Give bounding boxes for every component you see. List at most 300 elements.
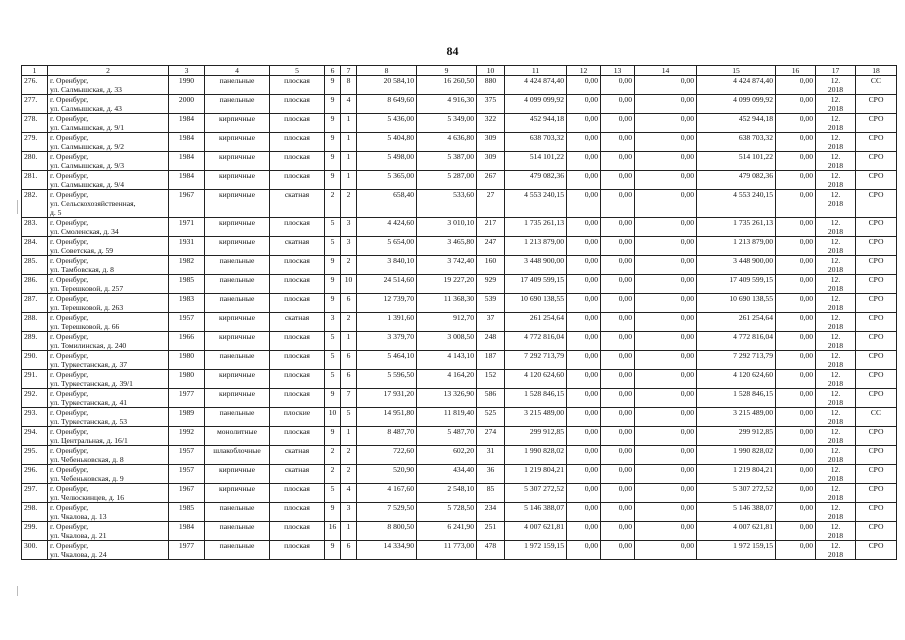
total-area-cell: 658,40: [357, 190, 417, 218]
other-fund-cell: 0,00: [776, 370, 816, 389]
deadline-year: 2018: [827, 398, 844, 407]
floors-cell: 5: [325, 351, 341, 370]
owners-fund-cell: 452 944,18: [697, 114, 776, 133]
total-cost-cell: 4 424 874,40: [505, 76, 567, 95]
other-fund-cell: 0,00: [776, 152, 816, 171]
address-city: г. Оренбург,: [50, 465, 89, 474]
build-year-cell: 1984: [169, 522, 205, 541]
deadline-cell: [816, 332, 856, 351]
roof-type-cell: плоская: [270, 294, 325, 313]
living-area-cell: 4 143,10: [417, 351, 477, 370]
build-year-cell: 1967: [169, 484, 205, 503]
fund-cell: 0,00: [635, 237, 697, 256]
living-area-cell: 19 227,20: [417, 275, 477, 294]
floors-cell: 3: [325, 313, 341, 332]
fund-cell: 0,00: [635, 133, 697, 152]
fund-cell: 0,00: [601, 484, 635, 503]
total-area-cell: 5 365,00: [357, 171, 417, 190]
residents-cell: 478: [477, 541, 505, 560]
fund-cell: 0,00: [567, 332, 601, 351]
fund-cell: 0,00: [567, 95, 601, 114]
fund-cell: 0,00: [601, 256, 635, 275]
table-row: [22, 484, 897, 503]
fund-method-cell: СРО: [856, 484, 897, 503]
deadline-year: 2018: [827, 265, 844, 274]
total-cost-cell: 1 972 159,15: [505, 541, 567, 560]
build-year-cell: 1966: [169, 332, 205, 351]
address-city: г. Оренбург,: [50, 190, 89, 199]
floors-cell: 10: [325, 408, 341, 427]
fund-cell: 0,00: [601, 465, 635, 484]
address-city: г. Оренбург,: [50, 237, 89, 246]
owners-fund-cell: 4 099 099,92: [697, 95, 776, 114]
deadline-cell: [816, 256, 856, 275]
row-number-cell: 279.: [22, 133, 48, 152]
build-year-cell: 1977: [169, 389, 205, 408]
deadline-month: 12.: [830, 313, 841, 322]
fund-cell: 0,00: [635, 256, 697, 275]
table-row: [22, 408, 897, 427]
wall-material-cell: кирпичные: [205, 370, 270, 389]
address-house: д. 5: [50, 208, 62, 217]
total-area-cell: 7 529,50: [357, 503, 417, 522]
address-street: ул. Салмышская, д. 9/4: [50, 180, 125, 189]
build-year-cell: 1984: [169, 171, 205, 190]
column-header-8: 8: [357, 66, 417, 76]
deadline-cell: [816, 370, 856, 389]
floors-cell: 5: [325, 370, 341, 389]
fund-method-cell: СРО: [856, 95, 897, 114]
entrances-cell: 6: [341, 294, 357, 313]
total-cost-cell: 514 101,22: [505, 152, 567, 171]
fund-cell: 0,00: [601, 76, 635, 95]
fund-method-cell: СРО: [856, 465, 897, 484]
owners-fund-cell: 638 703,32: [697, 133, 776, 152]
deadline-month: 12.: [830, 95, 841, 104]
address-city: г. Оренбург,: [50, 294, 89, 303]
other-fund-cell: 0,00: [776, 503, 816, 522]
fund-cell: 0,00: [567, 256, 601, 275]
residents-cell: 234: [477, 503, 505, 522]
deadline-month: 12.: [830, 237, 841, 246]
column-header-16: 16: [776, 66, 816, 76]
wall-material-cell: кирпичные: [205, 114, 270, 133]
fund-cell: 0,00: [567, 503, 601, 522]
total-area-cell: 1 391,60: [357, 313, 417, 332]
fund-cell: 0,00: [601, 275, 635, 294]
table-row: [22, 237, 897, 256]
row-number-cell: 284.: [22, 237, 48, 256]
entrances-cell: 1: [341, 171, 357, 190]
total-area-cell: 5 498,00: [357, 152, 417, 171]
living-area-cell: 16 260,50: [417, 76, 477, 95]
owners-fund-cell: 4 120 624,60: [697, 370, 776, 389]
fund-cell: 0,00: [601, 95, 635, 114]
deadline-month: 12.: [830, 294, 841, 303]
fund-cell: 0,00: [601, 408, 635, 427]
address-cell: [48, 237, 169, 256]
deadline-cell: [816, 190, 856, 218]
floors-cell: 5: [325, 332, 341, 351]
total-cost-cell: 5 307 272,52: [505, 484, 567, 503]
owners-fund-cell: 4 424 874,40: [697, 76, 776, 95]
deadline-month: 12.: [830, 133, 841, 142]
floors-cell: 9: [325, 427, 341, 446]
total-cost-cell: 1 528 846,15: [505, 389, 567, 408]
fund-cell: 0,00: [567, 190, 601, 218]
owners-fund-cell: 3 448 900,00: [697, 256, 776, 275]
entrances-cell: 1: [341, 522, 357, 541]
residents-cell: 247: [477, 237, 505, 256]
fund-cell: 0,00: [601, 351, 635, 370]
fund-cell: 0,00: [601, 541, 635, 560]
owners-fund-cell: 1 735 261,13: [697, 218, 776, 237]
table-row: [22, 275, 897, 294]
residents-cell: 274: [477, 427, 505, 446]
total-area-cell: 3 840,10: [357, 256, 417, 275]
address-street: ул. Салмышская, д. 9/1: [50, 123, 125, 132]
address-cell: [48, 370, 169, 389]
owners-fund-cell: 261 254,64: [697, 313, 776, 332]
total-cost-cell: 10 690 138,55: [505, 294, 567, 313]
fund-cell: 0,00: [567, 294, 601, 313]
total-area-cell: 722,60: [357, 446, 417, 465]
table-row: [22, 152, 897, 171]
table-row: [22, 427, 897, 446]
total-cost-cell: 1 735 261,13: [505, 218, 567, 237]
fund-cell: 0,00: [601, 503, 635, 522]
entrances-cell: 4: [341, 484, 357, 503]
address-cell: [48, 275, 169, 294]
deadline-cell: [816, 237, 856, 256]
roof-type-cell: скатная: [270, 237, 325, 256]
roof-type-cell: скатная: [270, 465, 325, 484]
fund-cell: 0,00: [567, 541, 601, 560]
fund-cell: 0,00: [635, 446, 697, 465]
other-fund-cell: 0,00: [776, 256, 816, 275]
address-city: г. Оренбург,: [50, 503, 89, 512]
address-street: ул. Салмышская, д. 9/2: [50, 142, 125, 151]
column-header-2: 2: [48, 66, 169, 76]
address-cell: [48, 152, 169, 171]
deadline-cell: [816, 76, 856, 95]
wall-material-cell: панельные: [205, 408, 270, 427]
fund-cell: 0,00: [567, 171, 601, 190]
build-year-cell: 1990: [169, 76, 205, 95]
owners-fund-cell: 4 007 621,81: [697, 522, 776, 541]
total-area-cell: 5 654,00: [357, 237, 417, 256]
other-fund-cell: 0,00: [776, 484, 816, 503]
fund-cell: 0,00: [601, 190, 635, 218]
address-cell: [48, 256, 169, 275]
total-cost-cell: 479 082,36: [505, 171, 567, 190]
total-area-cell: 24 514,60: [357, 275, 417, 294]
address-cell: [48, 465, 169, 484]
build-year-cell: 1967: [169, 190, 205, 218]
deadline-year: 2018: [827, 455, 844, 464]
build-year-cell: 1980: [169, 370, 205, 389]
wall-material-cell: кирпичные: [205, 332, 270, 351]
deadline-year: 2018: [827, 379, 844, 388]
table-row: [22, 313, 897, 332]
address-cell: [48, 427, 169, 446]
other-fund-cell: 0,00: [776, 133, 816, 152]
row-number-cell: 290.: [22, 351, 48, 370]
fund-method-cell: СРО: [856, 275, 897, 294]
residents-cell: 929: [477, 275, 505, 294]
fund-method-cell: СРО: [856, 152, 897, 171]
row-number-cell: 288.: [22, 313, 48, 332]
fund-cell: 0,00: [601, 152, 635, 171]
living-area-cell: 3 008,50: [417, 332, 477, 351]
deadline-year: 2018: [827, 531, 844, 540]
wall-material-cell: панельные: [205, 256, 270, 275]
deadline-month: 12.: [830, 332, 841, 341]
table-row: [22, 218, 897, 237]
total-cost-cell: 299 912,85: [505, 427, 567, 446]
total-area-cell: 5 464,10: [357, 351, 417, 370]
fund-cell: 0,00: [635, 408, 697, 427]
living-area-cell: 5 349,00: [417, 114, 477, 133]
build-year-cell: 1984: [169, 114, 205, 133]
fund-cell: 0,00: [635, 152, 697, 171]
wall-material-cell: панельные: [205, 294, 270, 313]
fund-cell: 0,00: [635, 503, 697, 522]
deadline-year: 2018: [827, 436, 844, 445]
deadline-year: 2018: [827, 493, 844, 502]
row-number-cell: 298.: [22, 503, 48, 522]
residents-cell: 27: [477, 190, 505, 218]
address-city: г. Оренбург,: [50, 332, 89, 341]
total-cost-cell: 3 215 489,00: [505, 408, 567, 427]
row-number-cell: 299.: [22, 522, 48, 541]
total-area-cell: 17 931,20: [357, 389, 417, 408]
entrances-cell: 3: [341, 237, 357, 256]
total-area-cell: 4 167,60: [357, 484, 417, 503]
floors-cell: 2: [325, 190, 341, 218]
fund-method-cell: СРО: [856, 351, 897, 370]
row-number-cell: 280.: [22, 152, 48, 171]
owners-fund-cell: 7 292 713,79: [697, 351, 776, 370]
total-cost-cell: 638 703,32: [505, 133, 567, 152]
deadline-month: 12.: [830, 427, 841, 436]
fund-cell: 0,00: [567, 133, 601, 152]
fund-cell: 0,00: [635, 370, 697, 389]
address-street: ул. Терешковой, д. 257: [50, 284, 124, 293]
address-street: ул. Тамбовская, д. 8: [50, 265, 114, 274]
column-number-row: [22, 66, 897, 76]
fund-cell: 0,00: [601, 332, 635, 351]
address-cell: [48, 133, 169, 152]
residents-cell: 36: [477, 465, 505, 484]
fund-method-cell: СРО: [856, 171, 897, 190]
address-cell: [48, 503, 169, 522]
row-number-cell: 282.: [22, 190, 48, 218]
roof-type-cell: плоская: [270, 256, 325, 275]
fund-method-cell: СРО: [856, 294, 897, 313]
entrances-cell: 2: [341, 190, 357, 218]
wall-material-cell: кирпичные: [205, 190, 270, 218]
roof-type-cell: плоская: [270, 95, 325, 114]
owners-fund-cell: 1 213 879,00: [697, 237, 776, 256]
row-number-cell: 277.: [22, 95, 48, 114]
entrances-cell: 1: [341, 427, 357, 446]
address-city: г. Оренбург,: [50, 427, 89, 436]
fund-method-cell: СРО: [856, 218, 897, 237]
build-year-cell: 1983: [169, 294, 205, 313]
table-row: [22, 465, 897, 484]
living-area-cell: 4 916,30: [417, 95, 477, 114]
deadline-month: 12.: [830, 275, 841, 284]
fund-cell: 0,00: [601, 370, 635, 389]
entrances-cell: 2: [341, 313, 357, 332]
residents-cell: 160: [477, 256, 505, 275]
deadline-cell: [816, 484, 856, 503]
row-number-cell: 296.: [22, 465, 48, 484]
living-area-cell: 6 241,90: [417, 522, 477, 541]
deadline-month: 12.: [830, 484, 841, 493]
owners-fund-cell: 4 772 816,04: [697, 332, 776, 351]
entrances-cell: 6: [341, 351, 357, 370]
deadline-year: 2018: [827, 474, 844, 483]
address-cell: [48, 95, 169, 114]
fund-cell: 0,00: [635, 465, 697, 484]
living-area-cell: 5 387,00: [417, 152, 477, 171]
fund-cell: 0,00: [567, 484, 601, 503]
deadline-cell: [816, 275, 856, 294]
column-header-14: 14: [635, 66, 697, 76]
row-number-cell: 292.: [22, 389, 48, 408]
fund-method-cell: СС: [856, 76, 897, 95]
owners-fund-cell: 5 307 272,52: [697, 484, 776, 503]
scan-margin-mark: [17, 200, 18, 214]
total-area-cell: 520,90: [357, 465, 417, 484]
table-row: [22, 351, 897, 370]
entrances-cell: 7: [341, 389, 357, 408]
address-city: г. Оренбург,: [50, 408, 89, 417]
row-number-cell: 295.: [22, 446, 48, 465]
column-header-11: 11: [505, 66, 567, 76]
total-area-cell: 14 951,80: [357, 408, 417, 427]
table-row: [22, 294, 897, 313]
total-cost-cell: 1 213 879,00: [505, 237, 567, 256]
owners-fund-cell: 479 082,36: [697, 171, 776, 190]
deadline-year: 2018: [827, 161, 844, 170]
deadline-month: 12.: [830, 190, 841, 199]
floors-cell: 9: [325, 152, 341, 171]
column-header-15: 15: [697, 66, 776, 76]
wall-material-cell: панельные: [205, 76, 270, 95]
roof-type-cell: скатная: [270, 446, 325, 465]
address-city: г. Оренбург,: [50, 171, 89, 180]
build-year-cell: 1989: [169, 408, 205, 427]
address-street: ул. Чкалова, д. 24: [50, 550, 107, 559]
housing-register-table: [21, 65, 897, 560]
address-cell: [48, 171, 169, 190]
row-number-cell: 287.: [22, 294, 48, 313]
address-street: ул. Томилинская, д. 240: [50, 341, 127, 350]
row-number-cell: 293.: [22, 408, 48, 427]
deadline-year: 2018: [827, 85, 844, 94]
floors-cell: 2: [325, 446, 341, 465]
entrances-cell: 1: [341, 114, 357, 133]
residents-cell: 31: [477, 446, 505, 465]
deadline-year: 2018: [827, 123, 844, 132]
other-fund-cell: 0,00: [776, 76, 816, 95]
fund-cell: 0,00: [635, 427, 697, 446]
fund-cell: 0,00: [567, 76, 601, 95]
residents-cell: 37: [477, 313, 505, 332]
deadline-cell: [816, 408, 856, 427]
fund-cell: 0,00: [635, 171, 697, 190]
deadline-year: 2018: [827, 341, 844, 350]
owners-fund-cell: 1 990 828,02: [697, 446, 776, 465]
address-city: г. Оренбург,: [50, 313, 89, 322]
roof-type-cell: плоская: [270, 171, 325, 190]
column-header-13: 13: [601, 66, 635, 76]
build-year-cell: 2000: [169, 95, 205, 114]
address-cell: [48, 541, 169, 560]
build-year-cell: 1992: [169, 427, 205, 446]
deadline-year: 2018: [827, 246, 844, 255]
other-fund-cell: 0,00: [776, 522, 816, 541]
column-header-10: 10: [477, 66, 505, 76]
other-fund-cell: 0,00: [776, 446, 816, 465]
floors-cell: 9: [325, 114, 341, 133]
fund-cell: 0,00: [601, 313, 635, 332]
build-year-cell: 1931: [169, 237, 205, 256]
fund-cell: 0,00: [635, 522, 697, 541]
residents-cell: 375: [477, 95, 505, 114]
total-cost-cell: 7 292 713,79: [505, 351, 567, 370]
table-row: [22, 541, 897, 560]
fund-cell: 0,00: [567, 446, 601, 465]
address-street: ул. Салмышская, д. 9/3: [50, 161, 125, 170]
total-cost-cell: 1 990 828,02: [505, 446, 567, 465]
deadline-cell: [816, 465, 856, 484]
other-fund-cell: 0,00: [776, 114, 816, 133]
build-year-cell: 1957: [169, 313, 205, 332]
total-cost-cell: 3 448 900,00: [505, 256, 567, 275]
fund-method-cell: СРО: [856, 446, 897, 465]
fund-method-cell: СРО: [856, 237, 897, 256]
address-street: ул. Центральная, д. 16/1: [50, 436, 128, 445]
deadline-year: 2018: [827, 322, 844, 331]
residents-cell: 539: [477, 294, 505, 313]
deadline-cell: [816, 427, 856, 446]
fund-cell: 0,00: [635, 389, 697, 408]
address-cell: [48, 294, 169, 313]
table-row: [22, 256, 897, 275]
wall-material-cell: кирпичные: [205, 237, 270, 256]
wall-material-cell: кирпичные: [205, 171, 270, 190]
address-city: г. Оренбург,: [50, 370, 89, 379]
total-area-cell: 8 487,70: [357, 427, 417, 446]
entrances-cell: 1: [341, 332, 357, 351]
fund-cell: 0,00: [601, 171, 635, 190]
column-header-3: 3: [169, 66, 205, 76]
total-cost-cell: 4 772 816,04: [505, 332, 567, 351]
build-year-cell: 1957: [169, 465, 205, 484]
address-street: ул. Туркестанская, д. 41: [50, 398, 128, 407]
deadline-month: 12.: [830, 256, 841, 265]
residents-cell: 880: [477, 76, 505, 95]
table-row: [22, 133, 897, 152]
address-street: ул. Чебеньковская, д. 9: [50, 474, 124, 483]
floors-cell: 2: [325, 465, 341, 484]
total-cost-cell: 261 254,64: [505, 313, 567, 332]
other-fund-cell: 0,00: [776, 465, 816, 484]
